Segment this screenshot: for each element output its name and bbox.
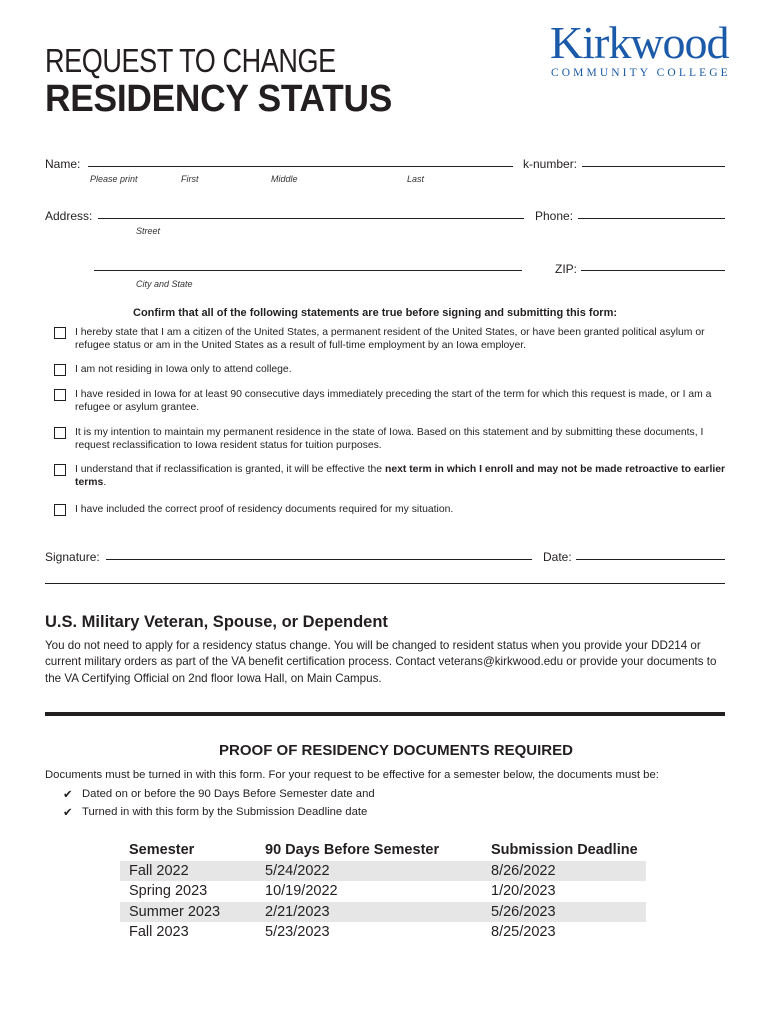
statement-5-end: . <box>103 477 107 488</box>
knumber-field-line[interactable] <box>582 166 725 167</box>
street-field-line[interactable] <box>98 218 524 219</box>
name-label: Name: <box>45 157 81 171</box>
military-heading: U.S. Military Veteran, Spouse, or Dependent <box>45 613 388 631</box>
statement-checkbox-6[interactable] <box>54 504 66 516</box>
semester-cell: Spring 2023 <box>129 883 208 899</box>
phone-field-line[interactable] <box>578 218 725 219</box>
proof-bullet-1: Dated on or before the 90 Days Before Semester date and <box>82 788 375 800</box>
knumber-label: k-number: <box>523 157 578 171</box>
statement-text-2: I am not residing in Iowa only to attend college. <box>75 364 292 375</box>
first-name-hint: First <box>181 174 199 184</box>
middle-name-hint: Middle <box>271 174 298 184</box>
statement-text-1: I hereby state that I am a citizen of the United States, a permanent resident of the United States, or have been granted political asylum or refugee status or am in the United States as a result of full-time employment by an Iowa employer. <box>75 327 705 351</box>
table-row <box>120 861 646 882</box>
city-state-field-line[interactable] <box>94 270 522 271</box>
date-label: Date: <box>543 550 572 564</box>
zip-field-line[interactable] <box>581 270 725 271</box>
kirkwood-logo-wordmark: Kirkwood <box>550 17 729 68</box>
statement-checkbox-4[interactable] <box>54 427 66 439</box>
address-label: Address: <box>45 209 93 223</box>
statement-5-plain: I understand that if reclassification is granted, it will be effective the <box>75 464 385 475</box>
table-row <box>120 881 646 902</box>
statement-checkbox-3[interactable] <box>54 389 66 401</box>
statement-checkbox-1[interactable] <box>54 327 66 339</box>
statement-text-3: I have resided in Iowa for at least 90 consecutive days immediately preceding the start of the term for which this request is made, or I am a refugee or asylum grantee. <box>75 389 712 413</box>
form-title-line1: REQUEST TO CHANGE <box>45 42 336 79</box>
deadline-cell: 5/26/2023 <box>491 903 556 920</box>
city-state-hint: City and State <box>136 279 193 289</box>
statement-checkbox-5[interactable] <box>54 464 66 476</box>
please-print-hint: Please print <box>90 174 138 184</box>
proof-intro: Documents must be turned in with this form. For your request to be effective for a semester below, the documents must be: <box>45 769 659 781</box>
ninety-days-cell: 10/19/2022 <box>265 883 338 899</box>
ninety-days-cell: 5/24/2022 <box>265 862 330 879</box>
phone-label: Phone: <box>535 209 574 223</box>
military-body: You do not need to apply for a residency status change. You will be changed to resident status when you provide your DD214 or current military orders as part of the VA benefit certification process. Contact veterans@kirkwood.edu or provide your documents to the VA Certifying Official on 2nd floor Iowa Hall, on Main Campus. <box>45 639 717 685</box>
confirm-heading: Confirm that all of the following statements are true before signing and submitting this form: <box>133 307 618 319</box>
deadline-cell: 8/25/2023 <box>491 924 556 940</box>
form-title-line2: RESIDENCY STATUS <box>45 78 393 120</box>
deadline-table <box>120 840 646 943</box>
statement-checkbox-2[interactable] <box>54 364 66 376</box>
last-name-hint: Last <box>407 174 425 184</box>
zip-label: ZIP: <box>555 262 578 276</box>
table-row <box>120 902 646 923</box>
name-field-line[interactable] <box>88 166 513 167</box>
semester-cell: Summer 2023 <box>129 903 221 920</box>
date-field-line[interactable] <box>576 559 725 560</box>
kirkwood-logo-tagline: COMMUNITY COLLEGE <box>551 67 731 79</box>
statement-text-5 <box>75 463 735 489</box>
section-divider-thick <box>45 712 725 716</box>
header-90-days: 90 Days Before Semester <box>265 842 440 858</box>
header-semester: Semester <box>129 842 195 858</box>
street-hint: Street <box>136 226 161 236</box>
deadline-cell: 8/26/2022 <box>491 862 556 879</box>
statement-text-4: It is my intention to maintain my permanent residence in the state of Iowa. Based on this statement and by submitting these documents, I request reclassification to Iowa resident status for tuition purposes. <box>75 427 704 451</box>
section-divider-thin <box>45 583 725 584</box>
proof-bullet-2: Turned in with this form by the Submission Deadline date <box>82 806 368 818</box>
table-row <box>120 922 646 943</box>
check-icon: ✔ <box>63 807 73 819</box>
semester-cell: Fall 2022 <box>129 862 189 879</box>
proof-heading: PROOF OF RESIDENCY DOCUMENTS REQUIRED <box>219 742 573 759</box>
semester-cell: Fall 2023 <box>129 924 189 940</box>
deadline-cell: 1/20/2023 <box>491 883 556 899</box>
ninety-days-cell: 2/21/2023 <box>265 903 330 920</box>
check-icon: ✔ <box>63 789 73 801</box>
table-header-row <box>120 840 646 861</box>
ninety-days-cell: 5/23/2023 <box>265 924 330 940</box>
header-deadline: Submission Deadline <box>491 842 638 858</box>
signature-label: Signature: <box>45 550 100 564</box>
statement-5-bold: next term in which I enroll and may not be made retroactive to earlier terms <box>75 464 726 488</box>
statement-text-6: I have included the correct proof of residency documents required for my situation. <box>75 504 454 515</box>
signature-field-line[interactable] <box>106 559 532 560</box>
